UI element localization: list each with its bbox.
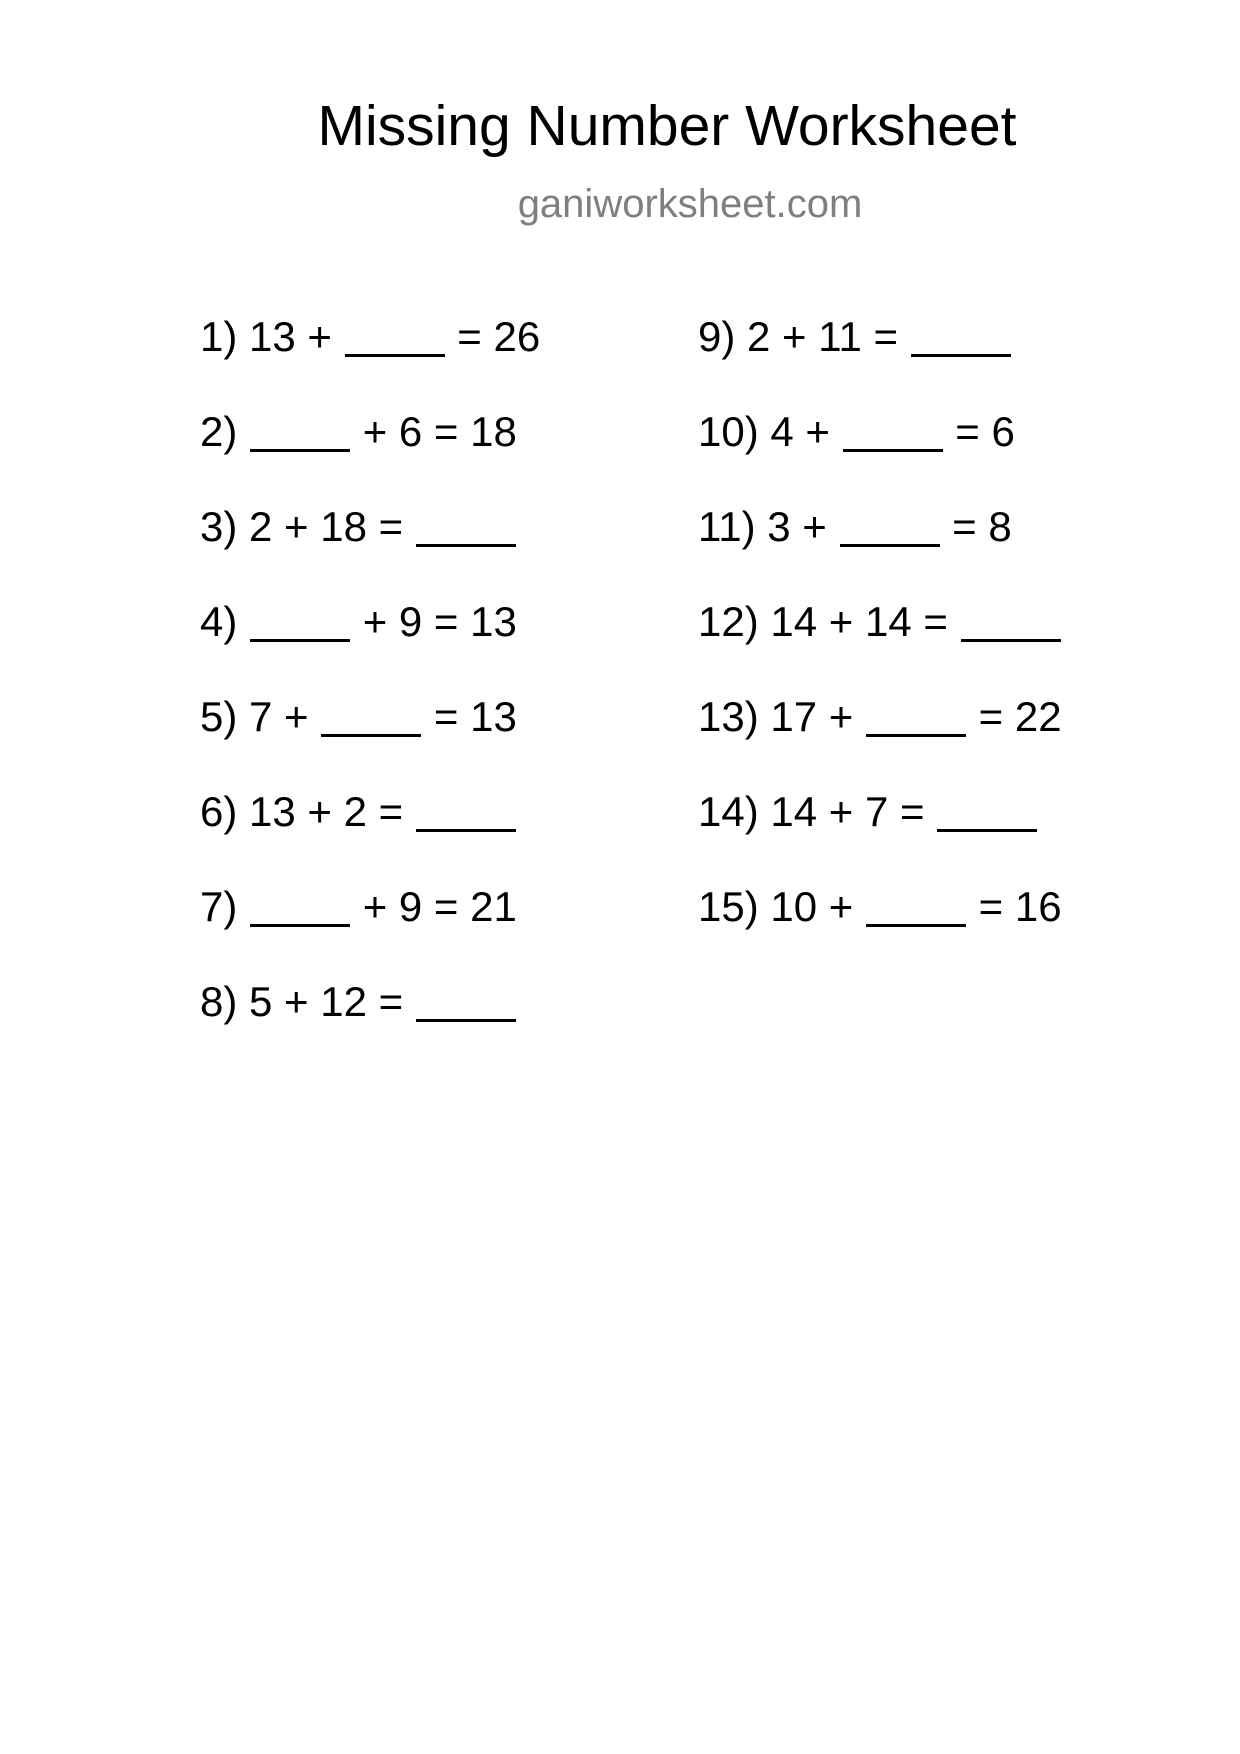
answer-blank[interactable] [961, 639, 1061, 642]
problem-number: 8) [200, 978, 238, 1025]
problem-text-before: 2 + 18 = [237, 503, 415, 550]
problem-14 [698, 787, 1038, 837]
problem-7 [200, 882, 517, 932]
problem-number: 2) [200, 408, 238, 455]
answer-blank[interactable] [250, 449, 350, 452]
problem-text-before: 2 + 11 = [735, 313, 910, 360]
problem-number: 3) [200, 503, 238, 550]
answer-blank[interactable] [321, 734, 421, 737]
answer-blank[interactable] [937, 829, 1037, 832]
problem-5 [200, 692, 517, 742]
answer-blank[interactable] [911, 354, 1011, 357]
problem-13 [698, 692, 1062, 742]
problem-1 [200, 312, 540, 362]
problem-text-before: 4 + [758, 408, 842, 455]
problem-text-after: + 6 = 18 [351, 408, 517, 455]
problem-number: 1) [200, 313, 238, 360]
problem-8 [200, 977, 517, 1027]
problem-text-after: = 6 [943, 408, 1015, 455]
answer-blank[interactable] [250, 639, 350, 642]
problem-number: 15) [698, 883, 759, 930]
problem-number: 7) [200, 883, 238, 930]
problem-number: 6) [200, 788, 238, 835]
website-subtitle: ganiworksheet.com [517, 182, 863, 226]
problem-number: 12) [698, 598, 759, 645]
problem-text-before: 14 + 14 = [758, 598, 960, 645]
problem-text-before [237, 598, 249, 645]
answer-blank[interactable] [843, 449, 943, 452]
problem-number: 4) [200, 598, 238, 645]
answer-blank[interactable] [250, 924, 350, 927]
problem-3 [200, 502, 517, 552]
answer-blank[interactable] [416, 829, 516, 832]
problem-number: 10) [698, 408, 759, 455]
problem-2 [200, 407, 517, 457]
answer-blank[interactable] [416, 544, 516, 547]
problem-text-before: 17 + [758, 693, 865, 740]
problem-text-after: = 16 [966, 883, 1062, 930]
problem-4 [200, 597, 517, 647]
problem-12 [698, 597, 1062, 647]
problem-text-before: 14 + 7 = [758, 788, 937, 835]
problem-text-before: 13 + 2 = [237, 788, 415, 835]
problem-text-before [237, 883, 249, 930]
answer-blank[interactable] [866, 734, 966, 737]
problem-15 [698, 882, 1062, 932]
problem-number: 9) [698, 313, 736, 360]
problem-number: 11) [698, 503, 756, 550]
problem-text-before: 10 + [758, 883, 865, 930]
problem-text-before: 7 + [237, 693, 321, 740]
problem-number: 5) [200, 693, 238, 740]
problem-9 [698, 312, 1012, 362]
answer-blank[interactable] [840, 544, 940, 547]
problem-text-after: = 22 [966, 693, 1062, 740]
problem-text-after: + 9 = 21 [351, 883, 517, 930]
problem-text-after: = 13 [422, 693, 517, 740]
problem-text-before: 5 + 12 = [237, 978, 415, 1025]
answer-blank[interactable] [866, 924, 966, 927]
worksheet-title: Missing Number Worksheet [317, 94, 1017, 158]
problem-text-before: 3 + [755, 503, 839, 550]
problem-text-before: 13 + [237, 313, 344, 360]
problem-number: 14) [698, 788, 759, 835]
problem-6 [200, 787, 517, 837]
problem-text-before [237, 408, 249, 455]
problem-number: 13) [698, 693, 759, 740]
problem-10 [698, 407, 1015, 457]
problem-text-after: + 9 = 13 [351, 598, 517, 645]
answer-blank[interactable] [345, 354, 445, 357]
problem-text-after: = 8 [940, 503, 1012, 550]
problem-11 [698, 502, 1012, 552]
problem-text-after: = 26 [445, 313, 541, 360]
answer-blank[interactable] [416, 1019, 516, 1022]
